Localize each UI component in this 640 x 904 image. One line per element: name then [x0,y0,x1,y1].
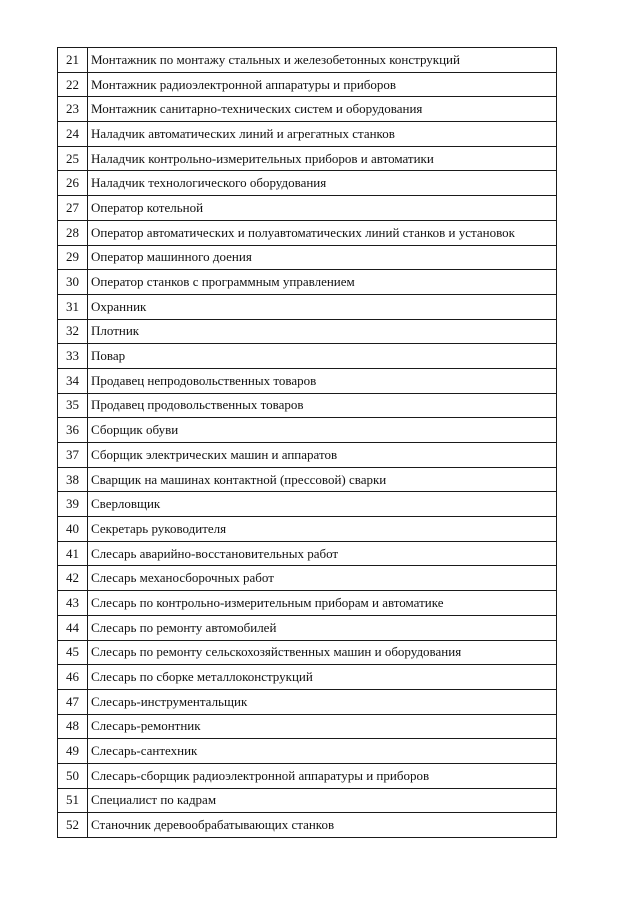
row-number: 37 [58,443,88,468]
profession-name: Слесарь-сборщик радиоэлектронной аппаратуры и приборов [88,763,557,788]
row-number: 34 [58,368,88,393]
row-number: 36 [58,418,88,443]
table-row [58,171,557,196]
profession-name: Слесарь аварийно-восстановительных работ [88,541,557,566]
row-number: 38 [58,467,88,492]
table-row [58,72,557,97]
profession-name: Сварщик на машинах контактной (прессовой) сварки [88,467,557,492]
table-row [58,517,557,542]
profession-name: Оператор станков с программным управлением [88,270,557,295]
row-number: 45 [58,640,88,665]
row-number: 46 [58,665,88,690]
profession-name: Слесарь-сантехник [88,739,557,764]
table-row [58,492,557,517]
row-number: 50 [58,763,88,788]
row-number: 44 [58,615,88,640]
profession-name: Плотник [88,319,557,344]
table-row [58,763,557,788]
profession-name: Продавец продовольственных товаров [88,393,557,418]
table-row [58,220,557,245]
profession-name: Станочник деревообрабатывающих станков [88,813,557,838]
table-row [58,146,557,171]
row-number: 42 [58,566,88,591]
profession-name: Оператор машинного доения [88,245,557,270]
table-row [58,393,557,418]
profession-name: Сборщик обуви [88,418,557,443]
profession-name: Сверловщик [88,492,557,517]
row-number: 47 [58,689,88,714]
table-row [58,443,557,468]
row-number: 24 [58,122,88,147]
profession-table [57,47,557,838]
row-number: 35 [58,393,88,418]
profession-name: Слесарь по контрольно-измерительным приборам и автоматике [88,591,557,616]
table-row [58,813,557,838]
profession-name: Слесарь по сборке металлоконструкций [88,665,557,690]
table-row [58,368,557,393]
table-row [58,319,557,344]
table-row [58,640,557,665]
table-row [58,467,557,492]
table-row [58,270,557,295]
row-number: 28 [58,220,88,245]
profession-name: Слесарь-ремонтник [88,714,557,739]
table-row [58,245,557,270]
table-row [58,541,557,566]
row-number: 41 [58,541,88,566]
row-number: 26 [58,171,88,196]
row-number: 39 [58,492,88,517]
profession-name: Охранник [88,294,557,319]
profession-name: Наладчик технологического оборудования [88,171,557,196]
row-number: 40 [58,517,88,542]
row-number: 52 [58,813,88,838]
profession-name: Наладчик автоматических линий и агрегатных станков [88,122,557,147]
row-number: 23 [58,97,88,122]
table-row [58,418,557,443]
row-number: 25 [58,146,88,171]
table-row [58,196,557,221]
row-number: 49 [58,739,88,764]
table-row [58,344,557,369]
profession-name: Сборщик электрических машин и аппаратов [88,443,557,468]
profession-name: Монтажник по монтажу стальных и железобетонных конструкций [88,48,557,73]
table-row [58,48,557,73]
profession-name: Монтажник санитарно-технических систем и оборудования [88,97,557,122]
profession-table-body [58,48,557,838]
row-number: 48 [58,714,88,739]
profession-name: Слесарь-инструментальщик [88,689,557,714]
table-row [58,591,557,616]
profession-name: Специалист по кадрам [88,788,557,813]
profession-name: Секретарь руководителя [88,517,557,542]
row-number: 21 [58,48,88,73]
profession-name: Слесарь по ремонту автомобилей [88,615,557,640]
table-row [58,566,557,591]
profession-name: Слесарь по ремонту сельскохозяйственных машин и оборудования [88,640,557,665]
table-row [58,122,557,147]
profession-name: Продавец непродовольственных товаров [88,368,557,393]
table-row [58,97,557,122]
table-row [58,665,557,690]
profession-name: Монтажник радиоэлектронной аппаратуры и приборов [88,72,557,97]
table-row [58,615,557,640]
row-number: 33 [58,344,88,369]
table-row [58,739,557,764]
profession-name: Оператор котельной [88,196,557,221]
row-number: 30 [58,270,88,295]
table-row [58,294,557,319]
row-number: 51 [58,788,88,813]
profession-name: Оператор автоматических и полуавтоматических линий станков и установок [88,220,557,245]
table-row [58,714,557,739]
row-number: 27 [58,196,88,221]
row-number: 31 [58,294,88,319]
profession-name: Повар [88,344,557,369]
profession-name: Наладчик контрольно-измерительных приборов и автоматики [88,146,557,171]
row-number: 43 [58,591,88,616]
table-row [58,689,557,714]
profession-name: Слесарь механосборочных работ [88,566,557,591]
row-number: 22 [58,72,88,97]
row-number: 32 [58,319,88,344]
row-number: 29 [58,245,88,270]
table-row [58,788,557,813]
